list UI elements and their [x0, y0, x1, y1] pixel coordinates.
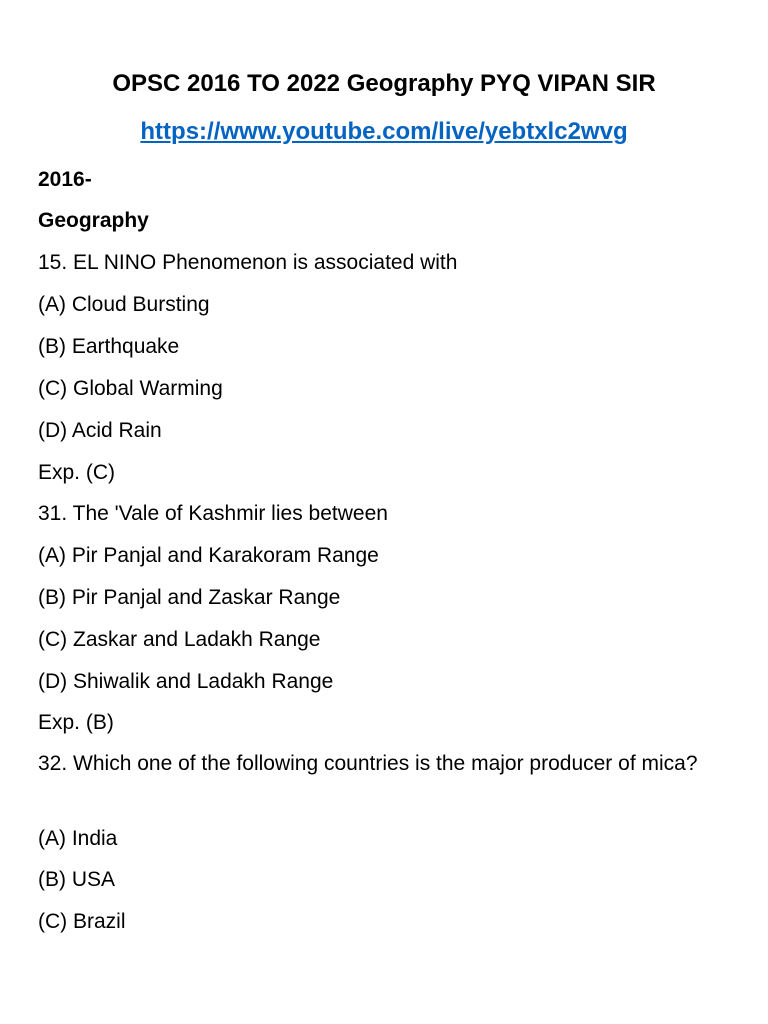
subject-heading: Geography — [38, 209, 149, 232]
youtube-link[interactable]: https://www.youtube.com/live/yebtxlc2wvg — [140, 118, 628, 145]
year-heading: 2016- — [38, 168, 92, 191]
question-15-option-d: (D) Acid Rain — [38, 419, 162, 442]
question-32-option-c: (C) Brazil — [38, 910, 126, 933]
question-15-option-a: (A) Cloud Bursting — [38, 293, 210, 316]
question-31: 31. The 'Vale of Kashmir lies between — [38, 502, 388, 525]
question-15-answer: Exp. (C) — [38, 461, 116, 484]
question-15-option-b: (B) Earthquake — [38, 335, 180, 358]
question-31-answer: Exp. (B) — [38, 711, 114, 734]
question-31-option-b: (B) Pir Panjal and Zaskar Range — [38, 586, 341, 609]
question-15: 15. EL NINO Phenomenon is associated with — [38, 251, 458, 274]
question-31-option-d: (D) Shiwalik and Ladakh Range — [38, 670, 334, 693]
question-32-option-a: (A) India — [38, 827, 118, 850]
document-title: OPSC 2016 TO 2022 Geography PYQ VIPAN SIR — [112, 70, 656, 97]
question-15-option-c: (C) Global Warming — [38, 377, 223, 400]
question-32: 32. Which one of the following countries is the major producer of mica? — [38, 752, 698, 775]
question-31-option-c: (C) Zaskar and Ladakh Range — [38, 628, 321, 651]
question-31-option-a: (A) Pir Panjal and Karakoram Range — [38, 544, 379, 567]
question-32-option-b: (B) USA — [38, 868, 116, 891]
